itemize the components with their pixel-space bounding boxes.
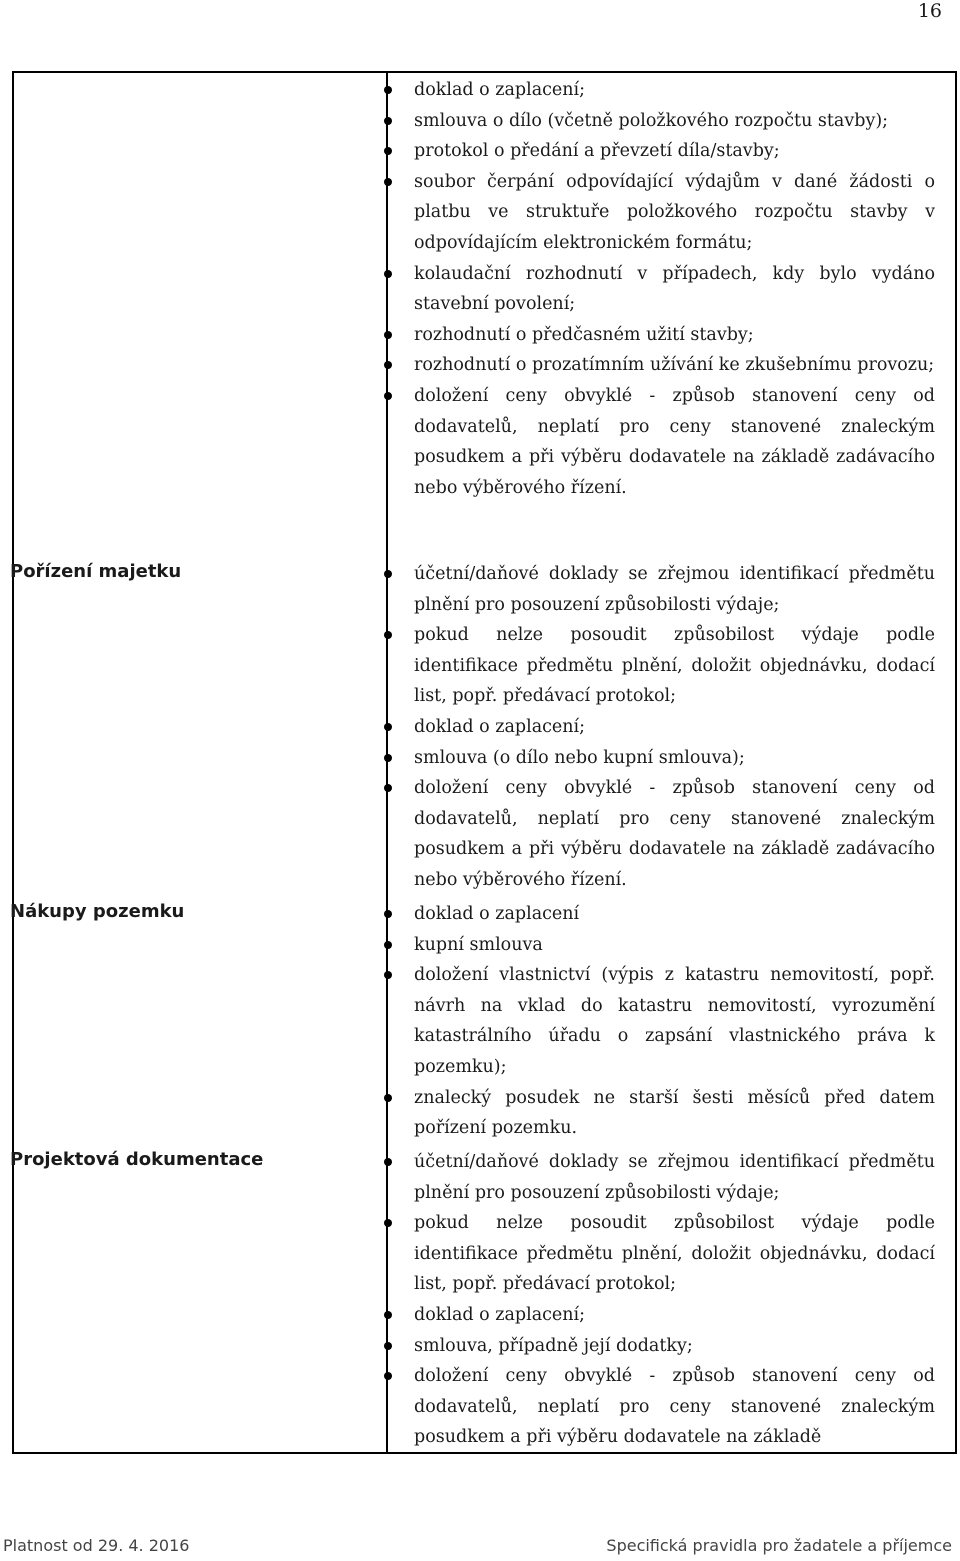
footer-document-title: Specifická pravidla pro žadatele a příjemce xyxy=(606,1536,952,1555)
list-item: rozhodnutí o prozatímním užívání ke zkušebnímu provozu; xyxy=(372,350,945,381)
list-item: soubor čerpání odpovídající výdajům v dané žádosti o platbu ve struktuře položkového rozpočtu stavby v odpovídajícím elektronickém formátu; xyxy=(372,167,945,259)
list-item: protokol o předání a převzetí díla/stavby; xyxy=(372,136,945,167)
list-item: doklad o zaplacení; xyxy=(372,712,945,743)
section-item-list xyxy=(372,559,945,896)
section-label: Pořízení majetku xyxy=(10,561,182,582)
list-item: rozhodnutí o předčasném užití stavby; xyxy=(372,320,945,351)
list-item: doložení vlastnictví (výpis z katastru nemovitostí, popř. návrh na vklad do katastru nemovitostí, vyrozumění katastrálního úřadu o zapsání vlastnického práva k pozemku); xyxy=(372,960,945,1082)
list-item: doložení ceny obvyklé - způsob stanovení ceny od dodavatelů, neplatí pro ceny stanovené znaleckým posudkem a při výběru dodavatele na základě xyxy=(372,1361,945,1453)
section-item-list xyxy=(372,899,945,1144)
list-item: smlouva, případně její dodatky; xyxy=(372,1331,945,1362)
list-item: doložení ceny obvyklé - způsob stanovení ceny od dodavatelů, neplatí pro ceny stanovené znaleckým posudkem a při výběru dodavatele na základě zadávacího nebo výběrového řízení. xyxy=(372,773,945,895)
list-item: doložení ceny obvyklé - způsob stanovení ceny od dodavatelů, neplatí pro ceny stanovené znaleckým posudkem a při výběru dodavatele na základě zadávacího nebo výběrového řízení. xyxy=(372,381,945,503)
list-item: smlouva o dílo (včetně položkového rozpočtu stavby); xyxy=(372,106,945,137)
list-item: pokud nelze posoudit způsobilost výdaje podle identifikace předmětu plnění, doložit objednávku, dodací list, popř. předávací protokol; xyxy=(372,620,945,712)
list-item: kolaudační rozhodnutí v případech, kdy bylo vydáno stavební povolení; xyxy=(372,259,945,320)
list-item: znalecký posudek ne starší šesti měsíců před datem pořízení pozemku. xyxy=(372,1083,945,1144)
section-label: Projektová dokumentace xyxy=(10,1149,264,1170)
list-item: doklad o zaplacení; xyxy=(372,75,945,106)
section-label: Nákupy pozemku xyxy=(10,901,185,922)
list-item: kupní smlouva xyxy=(372,930,945,961)
section-item-list xyxy=(372,1147,945,1453)
page-number: 16 xyxy=(917,0,942,22)
list-item: pokud nelze posoudit způsobilost výdaje podle identifikace předmětu plnění, doložit objednávku, dodací list, popř. předávací protokol; xyxy=(372,1208,945,1300)
list-item: doklad o zaplacení xyxy=(372,899,945,930)
list-item: účetní/daňové doklady se zřejmou identifikací předmětu plnění pro posouzení způsobilosti výdaje; xyxy=(372,1147,945,1208)
section-item-list xyxy=(372,75,945,503)
list-item: doklad o zaplacení; xyxy=(372,1300,945,1331)
footer-validity: Platnost od 29. 4. 2016 xyxy=(3,1536,190,1555)
list-item: smlouva (o dílo nebo kupní smlouva); xyxy=(372,743,945,774)
list-item: účetní/daňové doklady se zřejmou identifikací předmětu plnění pro posouzení způsobilosti výdaje; xyxy=(372,559,945,620)
